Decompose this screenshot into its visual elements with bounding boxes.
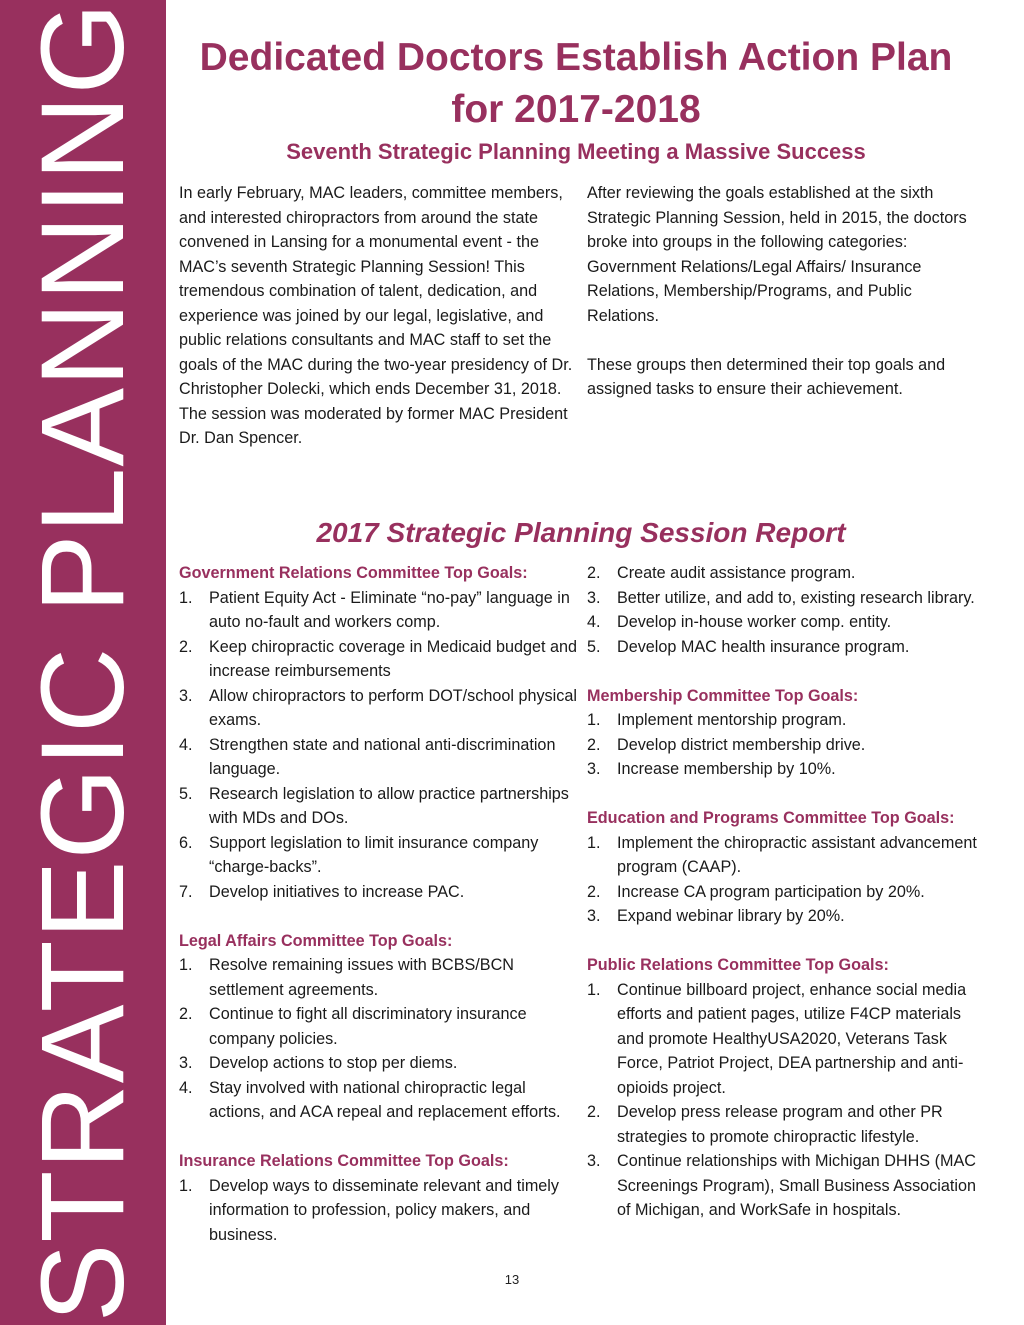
list-item: 2. Develop press release program and other PR strategies to promote chiropractic lifestyle.: [587, 1103, 943, 1146]
goals-right-column: [587, 561, 987, 1223]
list-item: 1. Patient Equity Act - Eliminate “no-pay” language in auto no-fault and workers comp.: [179, 588, 570, 631]
list-item: 1. Resolve remaining issues with BCBS/BCN settlement agreements.: [179, 956, 514, 999]
group-heading: Government Relations Committee Top Goals:: [179, 564, 528, 582]
membership-goals: [587, 684, 987, 782]
list-item: 7. Develop initiatives to increase PAC.: [179, 882, 465, 901]
insurance-relations-goals: [179, 1149, 579, 1247]
goal-list: [587, 978, 987, 1223]
intro-paragraph: These groups then determined their top goals and assigned tasks to ensure their achievement.: [587, 355, 946, 398]
list-item: 3. Allow chiropractors to perform DOT/school physical exams.: [179, 686, 577, 729]
goal-list: [587, 708, 987, 782]
intro-paragraph: In early February, MAC leaders, committee members, and interested chiropractors from around the state convened in Lansing for a monumental event - the MAC’s seventh Strategic Planning Session! This tremendous combination of talent, dedication, and experience was joined by our legal, legislative, and public relations consultants and MAC staff to set the goals of the MAC during the two-year presidency of Dr. Christopher Dolecki, which ends December 31, 2018. The session was moderated by former MAC President Dr. Dan Spencer.: [179, 184, 573, 447]
article-headline: Dedicated Doctors Establish Action Plan for 2017-2018: [199, 36, 953, 131]
goal-list: [587, 561, 987, 659]
list-item: 2. Keep chiropractic coverage in Medicaid budget and increase reimbursements: [179, 637, 578, 680]
list-item: 4. Develop in-house worker comp. entity.: [587, 613, 892, 631]
group-heading: Membership Committee Top Goals:: [587, 686, 859, 705]
government-relations-goals: [179, 561, 579, 904]
list-item: 1. Develop ways to disseminate relevant and timely information to profession, policy makers, and business.: [179, 1176, 559, 1244]
group-heading: Legal Affairs Committee Top Goals:: [179, 931, 453, 950]
list-item: 1. Implement the chiropractic assistant advancement program (CAAP).: [587, 833, 977, 876]
list-item: 1. Implement mentorship program.: [587, 711, 847, 729]
goals-left-column: [179, 561, 579, 1247]
list-item: 5. Research legislation to allow practice partnerships with MDs and DOs.: [179, 784, 569, 827]
list-item: 3. Increase membership by 10%.: [587, 760, 836, 778]
education-programs-goals: [587, 806, 987, 929]
legal-affairs-goals: [179, 929, 579, 1125]
intro-right-column: [587, 181, 987, 402]
list-item: 2. Create audit assistance program.: [587, 564, 856, 582]
intro-paragraph: After reviewing the goals established at the sixth Strategic Planning Session, held in 2015, the doctors broke into groups in the following categories: Government Relations/Legal Affairs/ Insurance Relations, Membership/Programs, and Public Relations.: [587, 184, 967, 325]
list-item: 2. Continue to fight all discriminatory insurance company policies.: [179, 1005, 527, 1048]
intro-left-column: [179, 181, 575, 451]
sidebar-band: [0, 0, 166, 1325]
goal-list: [179, 1174, 579, 1248]
list-item: 1. Continue billboard project, enhance social media efforts and patient pages, utilize F4CP materials and promote HealthyUSA2020, Veterans Task Force, Patriot Project, DEA partnership and anti-opioids project.: [587, 980, 967, 1097]
list-item: 2. Increase CA program participation by 20%.: [587, 882, 925, 901]
goal-list: [179, 953, 579, 1125]
insurance-relations-goals-continued: [587, 561, 987, 659]
goal-list: [587, 831, 987, 929]
list-item: 4. Strengthen state and national anti-discrimination language.: [179, 735, 556, 778]
page-number: 13: [504, 1272, 520, 1287]
sidebar-section-label: STRATEGIC PLANNING: [17, 1, 149, 1323]
group-heading: Insurance Relations Committee Top Goals:: [179, 1152, 509, 1170]
list-item: 6. Support legislation to limit insurance company “charge-backs”.: [179, 833, 539, 876]
list-item: 3. Better utilize, and add to, existing research library.: [587, 588, 975, 607]
article-subheadline: Seventh Strategic Planning Meeting a Massive Success: [286, 139, 866, 164]
group-heading: Public Relations Committee Top Goals:: [587, 956, 889, 974]
list-item: 4. Stay involved with national chiropractic legal actions, and ACA repeal and replacement efforts.: [179, 1078, 561, 1121]
list-item: 3. Expand webinar library by 20%.: [587, 907, 845, 925]
list-item: 2. Develop district membership drive.: [587, 735, 866, 754]
goal-list: [179, 586, 579, 905]
public-relations-goals: [587, 953, 987, 1223]
list-item: 3. Develop actions to stop per diems.: [179, 1054, 458, 1072]
list-item: 3. Continue relationships with Michigan DHHS (MAC Screenings Program), Small Business Association of Michigan, and WorkSafe in hospitals.: [587, 1152, 976, 1219]
group-heading: Education and Programs Committee Top Goals:: [587, 809, 955, 827]
report-title: 2017 Strategic Planning Session Report: [316, 517, 846, 548]
list-item: 5. Develop MAC health insurance program.: [587, 637, 910, 656]
